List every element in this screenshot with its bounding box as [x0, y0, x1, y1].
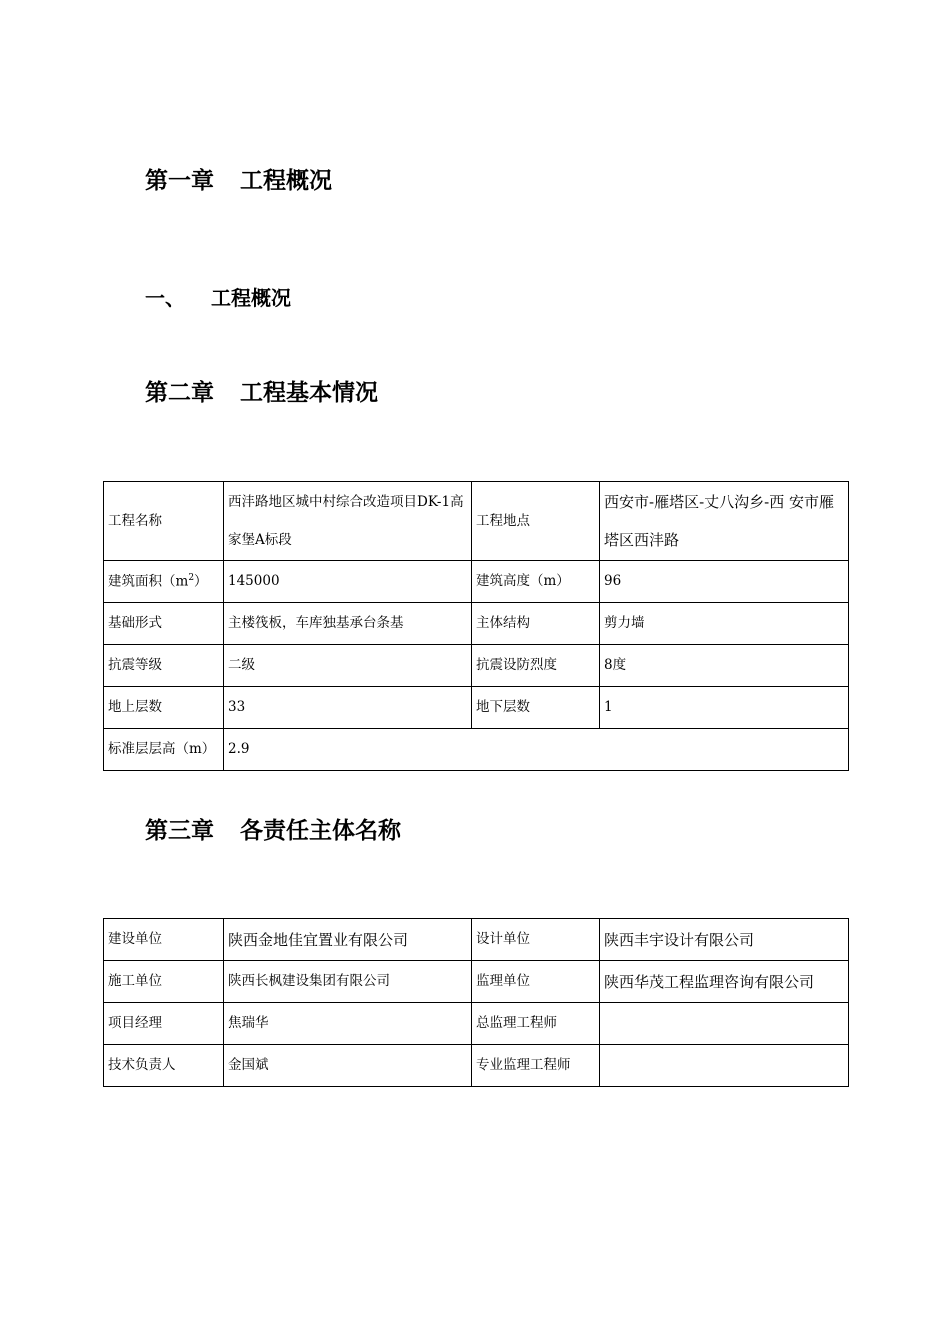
foundation-type-value: 主楼筏板，车库独基承台条基 [224, 603, 472, 645]
table-row [104, 645, 849, 687]
tech-lead-value: 金国斌 [224, 1045, 472, 1087]
building-height-label: 建筑高度（m） [472, 561, 600, 603]
designer-value: 陕西丰宇设计有限公司 [600, 919, 849, 961]
basic-info-table [103, 481, 849, 771]
table-row [104, 1003, 849, 1045]
table-row [104, 603, 849, 645]
chief-supervisor-value [600, 1003, 849, 1045]
project-manager-value: 焦瑞华 [224, 1003, 472, 1045]
project-location-label: 工程地点 [472, 482, 600, 561]
chapter-2-title: 工程基本情况 [240, 380, 378, 406]
floors-below-value: 1 [600, 687, 849, 729]
chapter-3-title: 各责任主体名称 [240, 818, 401, 844]
table-row [104, 687, 849, 729]
floors-above-label: 地上层数 [104, 687, 224, 729]
chapter-2-heading [145, 374, 378, 407]
floor-height-label: 标准层层高（m） [104, 729, 224, 771]
project-location-value: 西安市-雁塔区-丈八沟乡-西 安市雁塔区西沣路 [600, 482, 849, 561]
specialist-supervisor-value [600, 1045, 849, 1087]
table-row [104, 1045, 849, 1087]
builder-label: 建设单位 [104, 919, 224, 961]
floors-below-label: 地下层数 [472, 687, 600, 729]
builder-value: 陕西金地佳宜置业有限公司 [224, 919, 472, 961]
table-row [104, 729, 849, 771]
section-1-heading [145, 282, 291, 311]
table-row [104, 961, 849, 1003]
seismic-intensity-label: 抗震设防烈度 [472, 645, 600, 687]
supervisor-value: 陕西华茂工程监理咨询有限公司 [600, 961, 849, 1003]
table-row [104, 482, 849, 561]
section-1-title: 工程概况 [211, 286, 291, 310]
chapter-3-number: 第三章 [145, 818, 214, 844]
building-area-label: 建筑面积$(m^2)$ [104, 561, 224, 603]
supervisor-label: 监理单位 [472, 961, 600, 1003]
chief-supervisor-label: 总监理工程师 [472, 1003, 600, 1045]
foundation-type-label: 基础形式 [104, 603, 224, 645]
building-area-value: 145000 [224, 561, 472, 603]
section-1-number: 一、 [145, 286, 185, 310]
constructor-label: 施工单位 [104, 961, 224, 1003]
floors-above-value: 33 [224, 687, 472, 729]
floor-height-value: 2.9 [224, 729, 849, 771]
seismic-grade-label: 抗震等级 [104, 645, 224, 687]
table-row [104, 919, 849, 961]
designer-label: 设计单位 [472, 919, 600, 961]
project-manager-label: 项目经理 [104, 1003, 224, 1045]
seismic-intensity-value: 8度 [600, 645, 849, 687]
seismic-grade-value: 二级 [224, 645, 472, 687]
chapter-2-number: 第二章 [145, 380, 214, 406]
chapter-1-heading [145, 162, 332, 195]
specialist-supervisor-label: 专业监理工程师 [472, 1045, 600, 1087]
chapter-1-title: 工程概况 [240, 168, 332, 194]
table-row [104, 561, 849, 603]
project-name-label: 工程名称 [104, 482, 224, 561]
tech-lead-label: 技术负责人 [104, 1045, 224, 1087]
project-name-value: 西沣路地区城中村综合改造项目DK-1高家堡A标段 [224, 482, 472, 561]
chapter-3-heading [145, 812, 401, 845]
parties-table [103, 918, 849, 1087]
constructor-value: 陕西长枫建设集团有限公司 [224, 961, 472, 1003]
chapter-1-number: 第一章 [145, 168, 214, 194]
main-structure-label: 主体结构 [472, 603, 600, 645]
building-height-value: 96 [600, 561, 849, 603]
main-structure-value: 剪力墙 [600, 603, 849, 645]
